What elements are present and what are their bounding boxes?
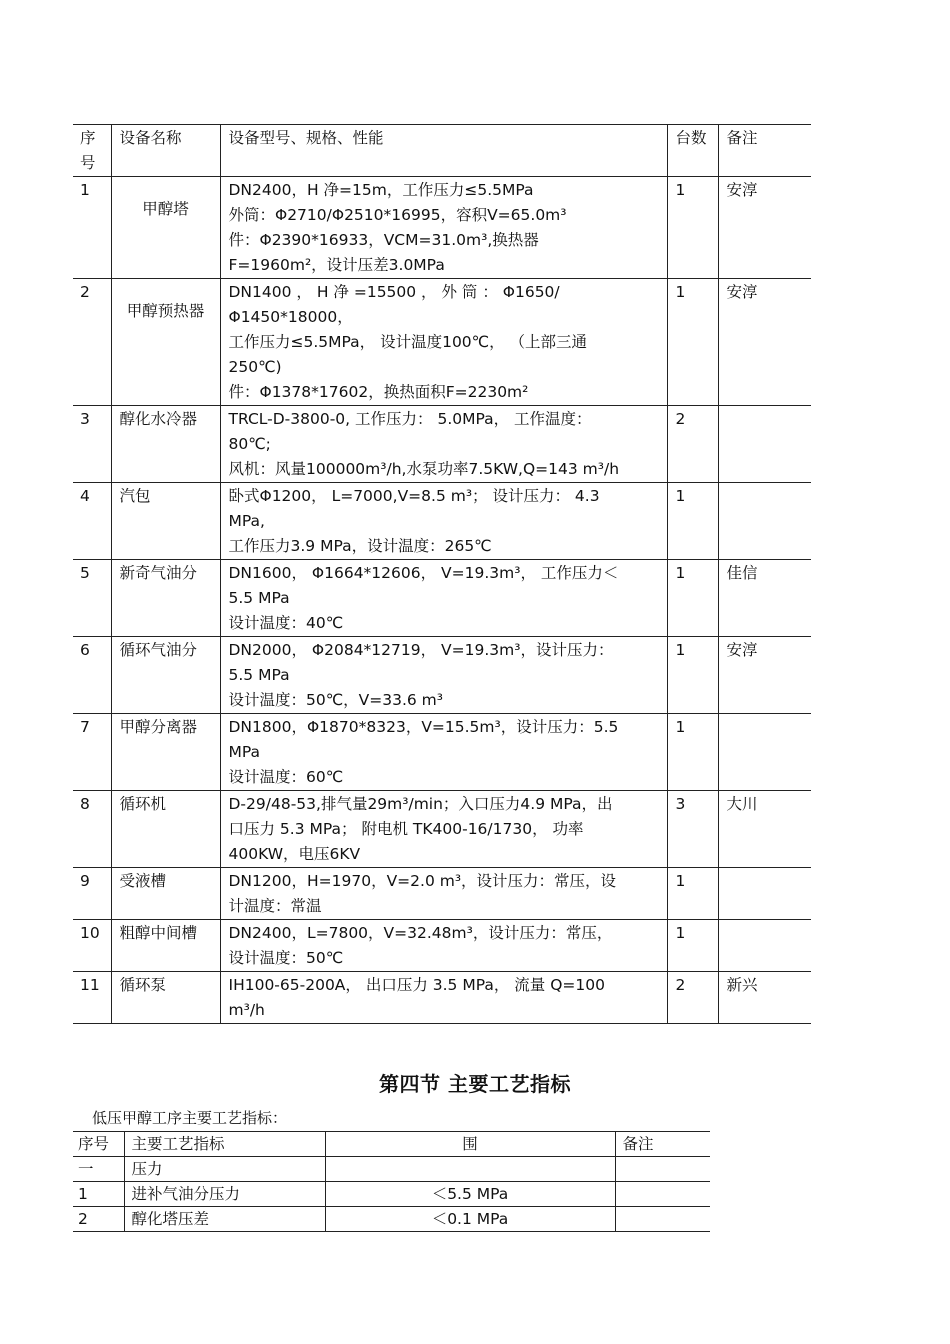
spec-line: 风机：风量100000m³/h,水泵功率7.5KW,Q=143 m³/h [228,460,620,478]
row-index: 9 [73,868,111,920]
equipment-qty: 1 [667,868,718,920]
equipment-qty: 1 [667,560,718,637]
equipment-spec [220,920,667,972]
equipment-qty: 1 [667,177,718,279]
equipment-row [73,791,811,868]
header-qty: 台数 [667,125,718,177]
spec-line: DN1200，H=1970，V=2.0 m³，设计压力：常压，设 [228,872,617,890]
process-note [615,1207,710,1232]
spec-line: 设计温度：50℃，V=33.6 m³ [228,691,443,709]
process-range: ＜5.5 MPa [325,1182,615,1207]
row-index: 10 [73,920,111,972]
process-index: 2 [73,1207,124,1232]
row-index: 6 [73,637,111,714]
process-header-index: 序号 [73,1132,124,1157]
equipment-table [73,124,811,1024]
spec-line: MPa, [228,512,265,530]
equipment-note: 新兴 [718,972,811,1024]
header-note: 备注 [718,125,811,177]
equipment-table-body [73,177,811,1024]
equipment-row [73,560,811,637]
equipment-spec [220,279,667,406]
equipment-note: 安淳 [718,637,811,714]
equipment-name: 循环泵 [111,972,220,1024]
equipment-spec [220,868,667,920]
process-row [73,1157,710,1182]
equipment-note: 安淳 [718,177,811,279]
equipment-name: 甲醇分离器 [111,714,220,791]
spec-line: 件：Φ2390*16933，VCM=31.0m³,换热器 [228,231,539,249]
equipment-qty: 2 [667,972,718,1024]
spec-line: 工作压力≤5.5MPa， 设计温度100℃， （上部三通 [228,333,588,351]
process-index: 1 [73,1182,124,1207]
equipment-note: 大川 [718,791,811,868]
spec-line: 5.5 MPa [228,589,290,607]
equipment-row [73,637,811,714]
equipment-name: 甲醇塔 [111,177,220,279]
equipment-name: 受液槽 [111,868,220,920]
spec-line: DN2400，H 净=15m，工作压力≤5.5MPa [228,181,534,199]
row-index: 3 [73,406,111,483]
spec-line: 设计温度：50℃ [228,949,344,967]
row-index: 7 [73,714,111,791]
equipment-note [718,406,811,483]
process-index: 一 [73,1157,124,1182]
equipment-qty: 3 [667,791,718,868]
spec-line: DN1400 ， H 净 =15500 ， 外 筒 ： Φ1650/ [228,283,560,301]
spec-line: TRCL-D-3800-0, 工作压力： 5.0MPa， 工作温度： [228,410,592,428]
equipment-name: 粗醇中间槽 [111,920,220,972]
equipment-note [718,868,811,920]
header-index: 序号 [73,125,111,177]
spec-line: 计温度：常温 [228,897,322,915]
spec-line: F=1960m²，设计压差3.0MPa [228,256,445,274]
spec-line: m³/h [228,1001,265,1019]
process-item: 进补气油分压力 [124,1182,325,1207]
equipment-spec [220,791,667,868]
spec-line: 设计温度：60℃ [228,768,344,786]
equipment-name: 循环气油分 [111,637,220,714]
spec-line: DN1800，Φ1870*8323，V=15.5m³，设计压力：5.5 [228,718,619,736]
spec-line: 80℃; [228,435,271,453]
row-index: 2 [73,279,111,406]
spec-line: DN2400，L=7800，V=32.48m³，设计压力：常压， [228,924,613,942]
equipment-spec [220,972,667,1024]
equipment-spec [220,560,667,637]
equipment-spec [220,714,667,791]
equipment-note [718,714,811,791]
equipment-row [73,714,811,791]
equipment-qty: 1 [667,637,718,714]
process-range [325,1157,615,1182]
header-name: 设备名称 [111,125,220,177]
section-intro: 低压甲醇工序主要工艺指标： [92,1109,288,1127]
spec-line: 口压力 5.3 MPa； 附电机 TK400-16/1730， 功率 [228,820,584,838]
row-index: 8 [73,791,111,868]
section-title: 第四节 主要工艺指标 [379,1072,571,1096]
spec-line: 5.5 MPa [228,666,290,684]
spec-line: DN1600， Φ1664*12606， V=19.3m³， 工作压力＜ [228,564,619,582]
row-index: 5 [73,560,111,637]
spec-line: IH100-65-200A， 出口压力 3.5 MPa， 流量 Q=100 [228,976,605,994]
process-note [615,1157,710,1182]
equipment-qty: 1 [667,920,718,972]
spec-line: MPa [228,743,261,761]
process-range: ＜0.1 MPa [325,1207,615,1232]
equipment-row [73,972,811,1024]
equipment-note [718,483,811,560]
spec-line: 件：Φ1378*17602，换热面积F=2230m² [228,383,529,401]
spec-line: 设计温度：40℃ [228,614,344,632]
process-header-row [73,1132,710,1157]
process-table [73,1131,710,1232]
equipment-qty: 2 [667,406,718,483]
spec-line: 工作压力3.9 MPa，设计温度：265℃ [228,537,492,555]
equipment-name: 甲醇预热器 [111,279,220,406]
process-header-note: 备注 [615,1132,710,1157]
process-header-range: 围 [325,1132,615,1157]
equipment-qty: 1 [667,279,718,406]
process-header-item: 主要工艺指标 [124,1132,325,1157]
equipment-row [73,177,811,279]
row-index: 4 [73,483,111,560]
equipment-row [73,279,811,406]
equipment-note: 安淳 [718,279,811,406]
spec-line: 250℃) [228,358,282,376]
equipment-name: 汽包 [111,483,220,560]
process-item: 醇化塔压差 [124,1207,325,1232]
process-note [615,1182,710,1207]
process-table-body [73,1157,710,1232]
equipment-spec [220,483,667,560]
equipment-row [73,406,811,483]
equipment-header-row [73,125,811,177]
header-spec: 设备型号、规格、性能 [220,125,667,177]
equipment-spec [220,637,667,714]
row-index: 1 [73,177,111,279]
equipment-name: 循环机 [111,791,220,868]
spec-line: 外筒：Φ2710/Φ2510*16995，容积V=65.0m³ [228,206,567,224]
spec-line: Φ1450*18000， [228,308,353,326]
equipment-note: 佳信 [718,560,811,637]
equipment-name: 新奇气油分 [111,560,220,637]
equipment-note [718,920,811,972]
equipment-row [73,868,811,920]
process-row [73,1207,710,1232]
spec-line: 卧式Φ1200， L=7000,V=8.5 m³； 设计压力： 4.3 [228,487,600,505]
equipment-qty: 1 [667,483,718,560]
equipment-row [73,483,811,560]
spec-line: D-29/48-53,排气量29m³/min；入口压力4.9 MPa，出 [228,795,613,813]
spec-line: DN2000， Φ2084*12719， V=19.3m³，设计压力： [228,641,614,659]
row-index: 11 [73,972,111,1024]
process-row [73,1182,710,1207]
process-item: 压力 [124,1157,325,1182]
spec-line: 400KW，电压6KV [228,845,361,863]
equipment-name: 醇化水冷器 [111,406,220,483]
equipment-spec [220,406,667,483]
equipment-qty: 1 [667,714,718,791]
equipment-spec [220,177,667,279]
equipment-row [73,920,811,972]
